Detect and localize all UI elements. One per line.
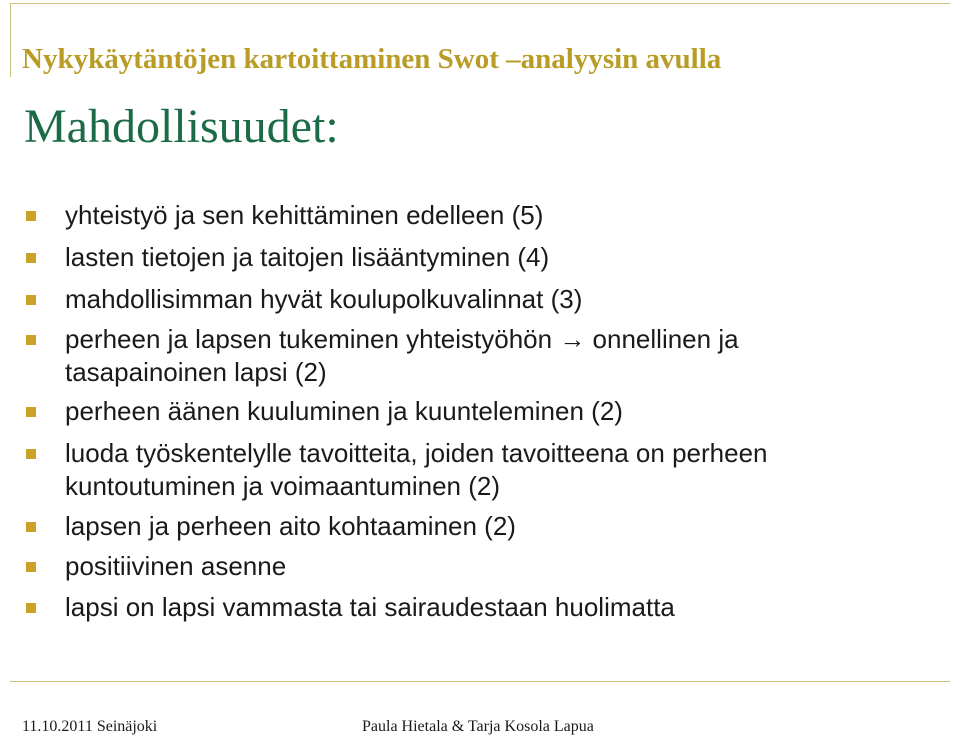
slide-subtitle: Nykykäytäntöjen kartoittaminen Swot –analyysin avulla	[22, 43, 722, 75]
bullet-text: positiivinen asenne	[65, 551, 287, 581]
bullet-text-line-2: tasapainoinen lapsi (2)	[65, 357, 327, 387]
top-border-line	[10, 3, 950, 4]
square-bullet-icon	[26, 335, 36, 345]
footer-date-place: 11.10.2011 Seinäjoki	[22, 718, 158, 735]
square-bullet-icon	[26, 603, 36, 613]
bullet-text-line-2: kuntoutuminen ja voimaantuminen (2)	[65, 471, 501, 501]
bullet-text: lapsen ja perheen aito kohtaaminen (2)	[65, 511, 516, 541]
slide-title: Mahdollisuudet:	[24, 100, 339, 153]
square-bullet-icon	[26, 253, 36, 263]
bullet-text: lasten tietojen ja taitojen lisääntyminen (4)	[65, 242, 550, 272]
bullet-text: lapsi on lapsi vammasta tai sairaudestaan huolimatta	[65, 592, 675, 622]
square-bullet-icon	[26, 211, 36, 221]
bullet-text-line-1: luoda työskentelylle tavoitteita, joiden tavoitteena on perheen	[65, 438, 768, 468]
square-bullet-icon	[26, 295, 36, 305]
bullet-text: perheen äänen kuuluminen ja kuunteleminen (2)	[65, 396, 623, 426]
square-bullet-icon	[26, 407, 36, 417]
footer-authors: Paula Hietala & Tarja Kosola Lapua	[362, 718, 594, 735]
footer-divider	[10, 681, 950, 682]
left-border-line	[10, 3, 11, 77]
bullet-text: yhteistyö ja sen kehittäminen edelleen (5)	[65, 200, 544, 230]
square-bullet-icon	[26, 562, 36, 572]
square-bullet-icon	[26, 522, 36, 532]
bullet-text: mahdollisimman hyvät koulupolkuvalinnat (3)	[65, 284, 583, 314]
square-bullet-icon	[26, 449, 36, 459]
bullet-text-line-1: perheen ja lapsen tukeminen yhteistyöhön → onnellinen ja	[65, 324, 739, 354]
